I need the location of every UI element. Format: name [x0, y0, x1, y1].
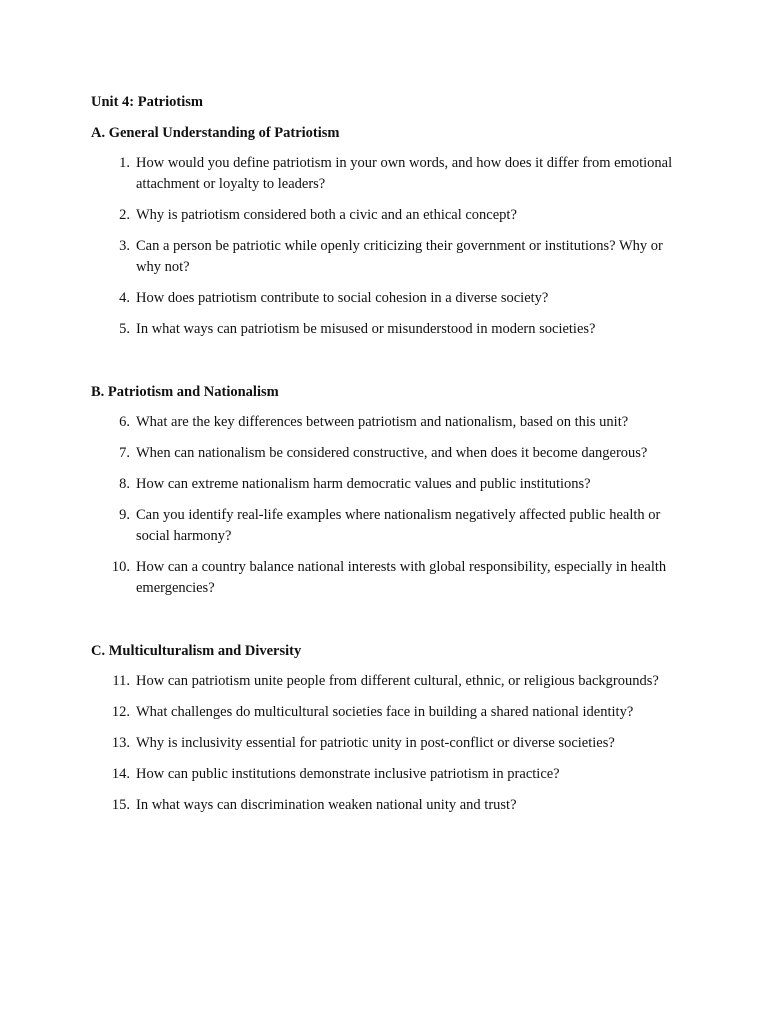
question-item [91, 443, 676, 464]
question-text: How can patriotism unite people from different cultural, ethnic, or religious backgrounds? [136, 673, 659, 689]
question-text: What are the key differences between patriotism and nationalism, based on this unit? [136, 414, 629, 430]
section-heading-a: A. General Understanding of Patriotism [91, 125, 340, 141]
question-text: Can you identify real-life examples where nationalism negatively affected public health or social harmony? [136, 507, 661, 544]
question-item [91, 733, 676, 754]
question-item [91, 236, 676, 278]
question-item [91, 319, 676, 340]
question-number: 4. [119, 290, 130, 306]
question-text: Can a person be patriotic while openly criticizing their government or institutions? Why or why not? [136, 238, 663, 275]
question-number: 2. [119, 207, 130, 223]
question-number: 6. [119, 414, 130, 430]
question-item [91, 505, 676, 547]
question-item [91, 557, 676, 599]
question-number: 9. [119, 507, 130, 523]
question-text: When can nationalism be considered constructive, and when does it become dangerous? [136, 445, 648, 461]
question-item [91, 764, 676, 785]
question-number: 12. [111, 704, 130, 720]
question-text: How does patriotism contribute to social cohesion in a diverse society? [136, 290, 549, 306]
question-list-b [91, 412, 691, 609]
question-number: 15. [111, 797, 130, 813]
question-item [91, 702, 676, 723]
question-list-c [91, 671, 691, 826]
question-text: How would you define patriotism in your own words, and how does it differ from emotional attachment or loyalty to leaders? [136, 155, 673, 192]
question-number: 3. [119, 238, 130, 254]
question-number: 10. [111, 559, 130, 575]
section-heading-b: B. Patriotism and Nationalism [91, 384, 279, 400]
question-item [91, 474, 676, 495]
question-list-a [91, 153, 691, 350]
question-number: 1. [119, 155, 130, 171]
question-item [91, 288, 676, 309]
question-text: Why is inclusivity essential for patriotic unity in post-conflict or diverse societies? [136, 735, 615, 751]
question-item [91, 671, 676, 692]
question-number: 11. [112, 673, 130, 689]
question-item [91, 412, 676, 433]
question-text: How can extreme nationalism harm democratic values and public institutions? [136, 476, 591, 492]
section-heading-c: C. Multiculturalism and Diversity [91, 643, 302, 659]
question-number: 14. [111, 766, 130, 782]
question-text: What challenges do multicultural societies face in building a shared national identity? [136, 704, 634, 720]
question-number: 5. [119, 321, 130, 337]
question-number: 13. [111, 735, 130, 751]
question-item [91, 205, 676, 226]
question-item [91, 153, 676, 195]
question-text: In what ways can patriotism be misused or misunderstood in modern societies? [136, 321, 596, 337]
question-number: 8. [119, 476, 130, 492]
question-item [91, 795, 676, 816]
question-text: In what ways can discrimination weaken national unity and trust? [136, 797, 517, 813]
question-text: Why is patriotism considered both a civic and an ethical concept? [136, 207, 517, 223]
question-text: How can public institutions demonstrate inclusive patriotism in practice? [136, 766, 560, 782]
question-text: How can a country balance national interests with global responsibility, especially in health emergencies? [136, 559, 667, 596]
question-number: 7. [119, 445, 130, 461]
unit-title: Unit 4: Patriotism [91, 94, 203, 110]
